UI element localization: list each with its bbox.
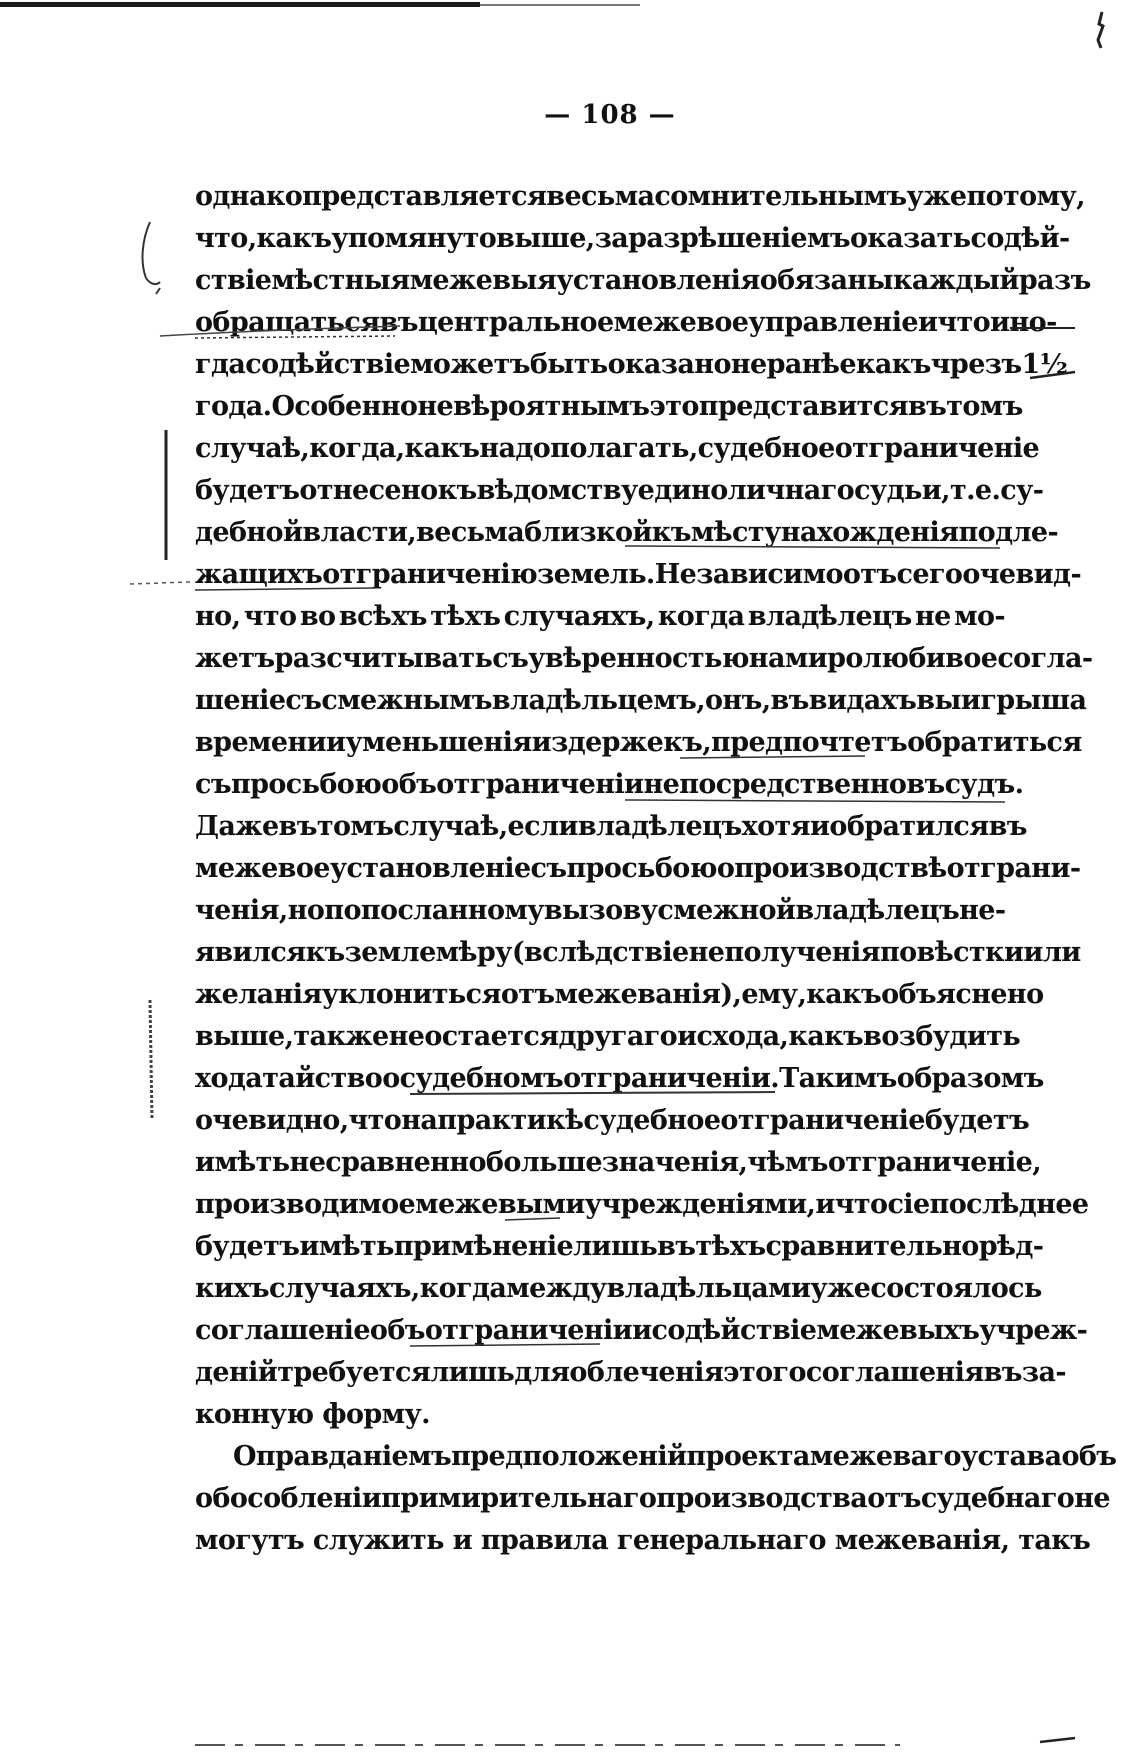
scan-top-edge (0, 2, 640, 10)
dashed-leader-left (130, 582, 190, 584)
text-line: могутъ служить и правила генеральнаго межеванія, такъ (195, 1525, 1091, 1556)
text-line: будетъ отнесено къ вѣдомству единоличнаго судьи, т. е. су- (195, 475, 1044, 506)
text-line: ходатайство о судебномъ отграниченіи. Такимъ образомъ (195, 1063, 1044, 1094)
text-line: года. Особенно невѣроятнымъ это представится въ томъ (195, 391, 1023, 422)
text-line: жащихъ отграниченію земель. Независимо отъ сего очевид- (195, 559, 1082, 590)
corner-ink-mark (1093, 10, 1107, 50)
text-line: обособленіи примирительнаго производства отъ судебнаго не (195, 1483, 1110, 1514)
text-line: ствіе мѣстныя межевыя установленія обязаны каждый разъ (195, 265, 1091, 296)
bottom-right-mark (1040, 1738, 1075, 1742)
text-line: межевое установленіе съ просьбою о производствѣ отграни- (195, 853, 1081, 884)
left-margin-speckle-bar (150, 1000, 152, 1120)
pencil-tick-mark (156, 288, 160, 294)
text-line: шеніе съ смежнымъ владѣльцемъ, онъ, въ видахъ выигрыша (195, 685, 1087, 716)
text-line: имѣть несравненно больше значенія, чѣмъ отграниченіе, (195, 1147, 1042, 1178)
text-line: желанія уклониться отъ межеванія), ему, какъ объяснено (195, 979, 1044, 1010)
text-line: очевидно, что на практикѣ судебное отграниченіе будетъ (195, 1105, 1030, 1136)
text-line: что, какъ упомянуто выше, за разрѣшеніемъ оказать содѣй- (195, 223, 1070, 254)
text-line: выше, также не остается другаго исхода, какъ возбудить (195, 1021, 1021, 1052)
text-line: съ просьбою объ отграниченіи непосредственно въ судъ. (195, 769, 1024, 800)
text-line: случаѣ, когда, какъ надо полагать, судебное отграниченіе (195, 433, 1040, 464)
text-line: явился къ землемѣру (вслѣдствіе неполученія повѣстки или (195, 937, 1081, 968)
text-line: соглашеніе объ отграниченіи и содѣйствіе межевыхъ учреж- (195, 1315, 1088, 1346)
text-line: кихъ случаяхъ, когда между владѣльцами уже состоялось (195, 1273, 1042, 1304)
text-line: однако представляется весьма сомнительнымъ уже потому, (195, 181, 1085, 212)
text-line: будетъ имѣть примѣненіе лишь въ тѣхъ сравнительно рѣд- (195, 1231, 1044, 1262)
text-line: конную форму. (195, 1399, 430, 1430)
text-line: производимое межевыми учрежденіями, и что сіе послѣднее (195, 1189, 1089, 1220)
paragraph (195, 1436, 1117, 1562)
text-line: Оправданіемъ предположеній проекта межеваго устава объ (233, 1441, 1117, 1472)
text-line: обращаться въ центральное межевое управленіе и что ино- (195, 307, 1057, 338)
body-text (195, 176, 1117, 1562)
text-line: ченія, но по посланному вызову смежной владѣлецъ не- (195, 895, 1006, 926)
text-line: но, что во всѣхъ тѣхъ случаяхъ, когда владѣлецъ не мо- (195, 601, 1005, 632)
text-line: жетъ разсчитывать съ увѣренностью на миролюбивое согла- (195, 643, 1093, 674)
text-line: Даже въ томъ случаѣ, если владѣлецъ хотя и обратился въ (195, 811, 1027, 842)
text-line: дебной власти, весьма близкой къ мѣсту нахожденія подле- (195, 517, 1059, 548)
text-line: гда содѣйствіе можетъ быть оказано не ранѣе какъ чрезъ 1½ (195, 349, 1068, 380)
page-number: — 108 — (544, 100, 676, 130)
text-line: времени и уменьшенія издержекъ, предпочтетъ обратиться (195, 727, 1082, 758)
text-line: деній требуется лишь для облеченія этого соглашенія въ за- (195, 1357, 1067, 1388)
paragraph (195, 176, 1093, 1436)
pencil-bracket-mark (143, 222, 160, 284)
